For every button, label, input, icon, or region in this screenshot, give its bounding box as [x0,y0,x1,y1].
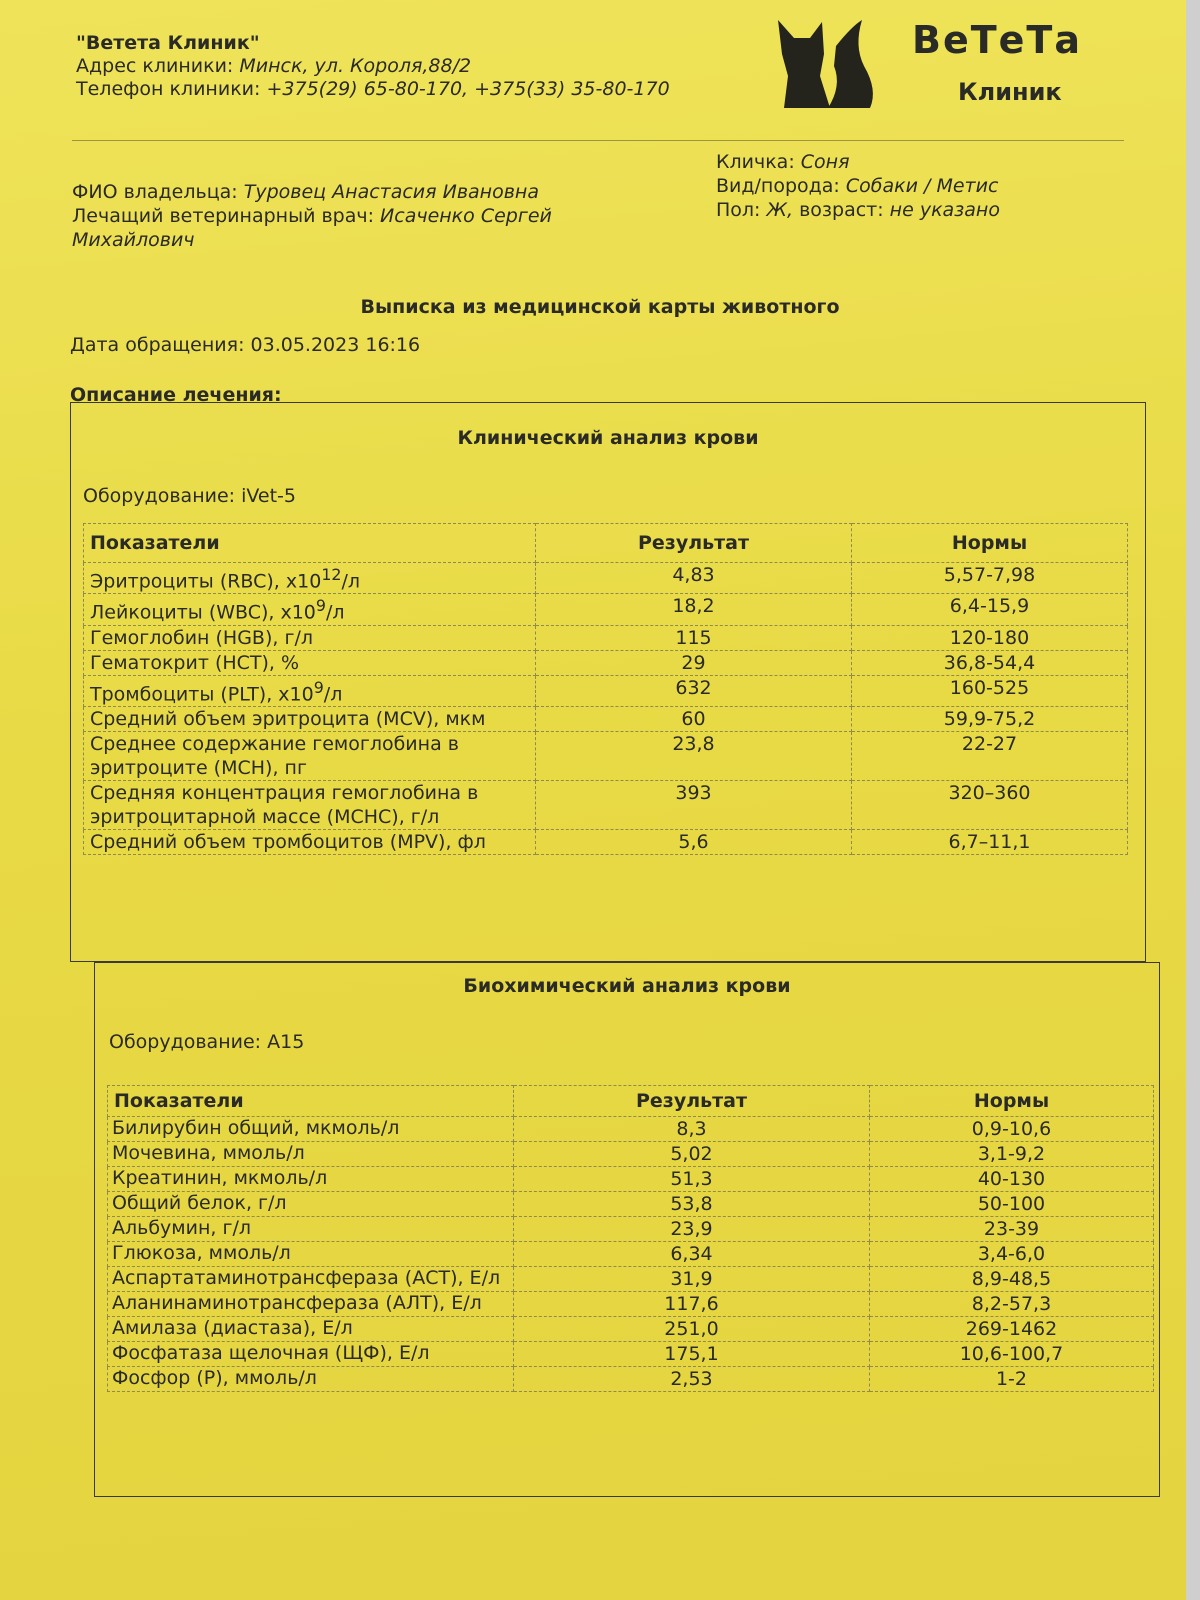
biochem-indicator: Общий белок, г/л [108,1192,514,1217]
visit-date-value: 03.05.2023 16:16 [250,334,421,356]
pet-sex-label: Пол: [716,199,761,221]
biochem-indicator: Аспартатаминотрансфераза (АСТ), Е/л [108,1267,514,1292]
clinic-phone-value: +375(29) 65-80-170, +375(33) 35-80-170 [266,78,670,100]
cbc-equipment: Оборудование: iVet-5 [83,485,296,507]
clinic-name: "Ветета Клиник" [76,32,260,54]
clinic-phone [76,78,696,101]
biochem-result: 6,34 [514,1242,870,1267]
pet-info [716,150,1000,222]
cbc-header-row [84,524,1128,563]
cbc-result: 60 [536,706,852,731]
biochem-header-norm: Нормы [870,1086,1154,1117]
biochem-result: 251,0 [514,1317,870,1342]
biochem-result: 5,02 [514,1142,870,1167]
treatment-label: Описание лечения: [70,384,282,406]
cbc-indicator [84,731,536,780]
cbc-indicator-unit: /л [341,570,361,593]
pet-age-label: возраст: [799,199,884,221]
cbc-row [84,675,1128,706]
document-title: Выписка из медицинской карты животного [360,296,840,318]
biochem-result: 53,8 [514,1192,870,1217]
cbc-row [84,625,1128,650]
page-edge [1186,0,1200,1600]
owner-name [72,180,632,204]
cbc-header-result: Результат [536,524,852,563]
logo-brand: ВеТеТа [912,18,1082,62]
biochem-result: 2,53 [514,1367,870,1392]
cbc-indicator-exponent: 9 [315,596,326,616]
cbc-indicator [84,675,536,706]
biochem-table [107,1085,1154,1392]
clinic-address-label: Адрес клиники: [76,55,234,77]
owner-info [72,180,632,252]
cbc-result: 5,6 [536,829,852,854]
visit-date-label: Дата обращения: [70,334,245,356]
cbc-indicator-exponent: 9 [313,677,324,697]
cbc-row [84,780,1128,829]
cbc-row [84,731,1128,780]
biochem-indicator: Амилаза (диастаза), Е/л [108,1317,514,1342]
biochem-result: 117,6 [514,1292,870,1317]
pet-name [716,150,1000,174]
biochem-norm: 50-100 [870,1192,1154,1217]
biochem-row [108,1367,1154,1392]
cbc-indicator-name: Средний объем эритроцита (MCV), мкм [90,707,486,730]
biochem-equipment: Оборудование: А15 [109,1031,305,1053]
clinic-info [76,32,696,101]
pet-name-value: Соня [800,151,850,173]
cbc-row [84,594,1128,625]
cbc-result: 23,8 [536,731,852,780]
cbc-indicator-name: Эритроциты (RBC), х10 [90,570,322,593]
pet-name-label: Кличка: [716,151,795,173]
pet-sex-age [716,198,1000,222]
cbc-result: 18,2 [536,594,852,625]
biochem-norm: 3,1-9,2 [870,1142,1154,1167]
clinic-address-value: Минск, ул. Короля,88/2 [239,55,472,77]
cbc-indicator-name: Средний объем тромбоцитов (MPV), фл [90,830,486,853]
cbc-norm: 120-180 [852,625,1128,650]
visit-date [70,334,420,356]
biochem-result: 8,3 [514,1117,870,1142]
biochem-result: 23,9 [514,1217,870,1242]
cbc-indicator [84,706,536,731]
cbc-norm: 160-525 [852,675,1128,706]
biochem-row [108,1317,1154,1342]
cbc-norm: 59,9-75,2 [852,706,1128,731]
biochem-indicator: Фосфатаза щелочная (ЩФ), Е/л [108,1342,514,1367]
pet-species [716,174,1000,198]
biochem-indicator: Креатинин, мкмоль/л [108,1167,514,1192]
biochem-header-indicator: Показатели [108,1086,514,1117]
cbc-title: Клинический анализ крови [457,427,759,449]
biochem-indicator: Фосфор (Р), ммоль/л [108,1367,514,1392]
cbc-indicator-exponent: 12 [321,565,342,584]
cbc-norm: 6,4-15,9 [852,594,1128,625]
clinic-address [76,55,696,78]
biochem-header-result: Результат [514,1086,870,1117]
doctor-label: Лечащий ветеринарный врач: [72,205,374,227]
cbc-indicator [84,594,536,625]
biochem-norm: 1-2 [870,1367,1154,1392]
header-divider [72,140,1124,141]
biochem-row [108,1167,1154,1192]
cbc-norm: 36,8-54,4 [852,650,1128,675]
cbc-indicator-name: Среднее содержание гемоглобина в эритроците (MCH), пг [90,732,459,779]
dog-cat-logo-icon [770,16,890,116]
clinic-phone-label: Телефон клиники: [76,78,261,100]
cbc-row [84,706,1128,731]
cbc-header-indicator: Показатели [84,524,536,563]
cbc-norm: 6,7–11,1 [852,829,1128,854]
biochem-header-row [108,1086,1154,1117]
cbc-indicator-name: Средняя концентрация гемоглобина в эритроцитарной массе (MCHC), г/л [90,781,479,828]
biochem-indicator: Аланинаминотрансфераза (АЛТ), Е/л [108,1292,514,1317]
cbc-indicator [84,780,536,829]
owner-label: ФИО владельца: [72,181,238,203]
biochem-row [108,1217,1154,1242]
pet-age-value: не указано [889,199,1000,221]
biochem-row [108,1117,1154,1142]
cbc-indicator-name: Лейкоциты (WBC), х10 [90,601,316,624]
cbc-result: 29 [536,650,852,675]
biochem-norm: 23-39 [870,1217,1154,1242]
cbc-indicator-unit: /л [323,682,343,705]
cbc-row [84,829,1128,854]
pet-species-label: Вид/порода: [716,175,840,197]
biochem-result: 31,9 [514,1267,870,1292]
biochem-norm: 8,9-48,5 [870,1267,1154,1292]
cbc-result: 115 [536,625,852,650]
logo-subtitle: Клиник [958,78,1062,106]
biochem-result: 175,1 [514,1342,870,1367]
biochem-norm: 8,2-57,3 [870,1292,1154,1317]
biochem-row [108,1342,1154,1367]
biochem-section [94,962,1160,1497]
cbc-norm: 320–360 [852,780,1128,829]
cbc-indicator [84,650,536,675]
cbc-indicator-name: Тромбоциты (PLT), х10 [90,682,314,705]
cbc-header-norm: Нормы [852,524,1128,563]
pet-sex-value: Ж, [766,199,794,221]
biochem-norm: 10,6-100,7 [870,1342,1154,1367]
cbc-indicator-name: Гемоглобин (HGB), г/л [90,626,313,649]
biochem-indicator: Билирубин общий, мкмоль/л [108,1117,514,1142]
doctor-value: Исаченко Сергей Михайлович [72,205,552,251]
cbc-indicator [84,563,536,594]
biochem-row [108,1292,1154,1317]
cbc-row [84,650,1128,675]
cbc-norm: 5,57-7,98 [852,563,1128,594]
owner-value: Туровец Анастасия Ивановна [243,181,539,203]
cbc-row [84,563,1128,594]
biochem-norm: 3,4-6,0 [870,1242,1154,1267]
cbc-indicator-unit: /л [325,601,345,624]
biochem-result: 51,3 [514,1167,870,1192]
biochem-row [108,1192,1154,1217]
cbc-indicator [84,625,536,650]
cbc-result: 632 [536,675,852,706]
pet-species-value: Собаки / Метис [845,175,999,197]
biochem-row [108,1142,1154,1167]
cbc-indicator [84,829,536,854]
biochem-indicator: Мочевина, ммоль/л [108,1142,514,1167]
biochem-norm: 0,9-10,6 [870,1117,1154,1142]
cbc-norm: 22-27 [852,731,1128,780]
doctor-name [72,204,632,252]
biochem-row [108,1267,1154,1292]
biochem-norm: 269-1462 [870,1317,1154,1342]
cbc-section [70,402,1146,962]
biochem-norm: 40-130 [870,1167,1154,1192]
biochem-indicator: Глюкоза, ммоль/л [108,1242,514,1267]
cbc-result: 393 [536,780,852,829]
cbc-table [83,523,1128,855]
biochem-title: Биохимический анализ крови [463,975,791,997]
cbc-indicator-name: Гематокрит (HCT), % [90,651,300,674]
biochem-indicator: Альбумин, г/л [108,1217,514,1242]
biochem-row [108,1242,1154,1267]
cbc-result: 4,83 [536,563,852,594]
